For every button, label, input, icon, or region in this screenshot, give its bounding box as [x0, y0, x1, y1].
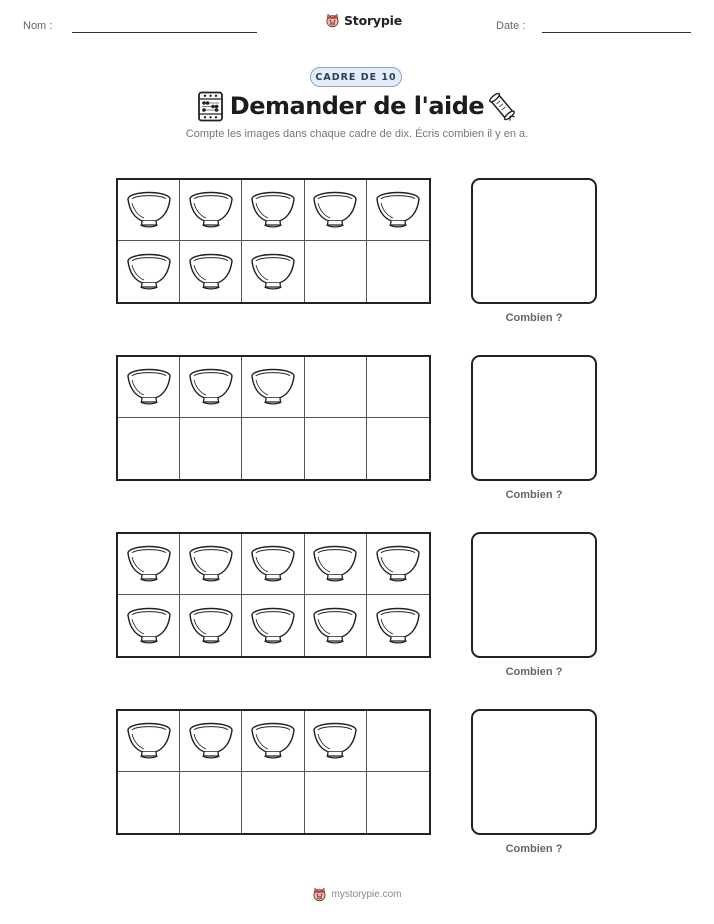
ten-frame-cell: [118, 180, 180, 241]
answer-box[interactable]: [471, 709, 597, 835]
bowl-icon: [250, 190, 296, 230]
ten-frame-cell: [180, 711, 242, 772]
ten-frame-cell: [242, 180, 304, 241]
ten-frame-cell: [305, 534, 367, 595]
ten-frame-cell: [180, 772, 242, 833]
ten-frame-cell: [242, 357, 304, 418]
ten-frame-cell: [118, 534, 180, 595]
ten-frame-cell: [242, 241, 304, 302]
bowl-icon: [188, 252, 234, 292]
bowl-icon: [250, 721, 296, 761]
bowl-icon: [188, 721, 234, 761]
brand-logo: [325, 13, 402, 28]
ten-frame-cell: [367, 357, 429, 418]
ten-frame-cell: [305, 595, 367, 656]
ten-frame-cell: [118, 418, 180, 479]
brand-name: Storypie: [344, 13, 402, 28]
ten-frame-cell: [118, 241, 180, 302]
footer-site: mystorypie.com: [331, 889, 402, 900]
date-field-line[interactable]: [542, 32, 691, 33]
ten-frame-cell: [180, 241, 242, 302]
ten-frame-cell: [367, 595, 429, 656]
bowl-icon: [126, 252, 172, 292]
piggy-logo-icon: [325, 13, 340, 28]
piggy-logo-icon: [312, 887, 327, 902]
answer-label: Combien ?: [505, 666, 563, 678]
ten-frame-cell: [242, 418, 304, 479]
ten-frame-cell: [367, 241, 429, 302]
ten-frame-cell: [367, 534, 429, 595]
ten-frame-cell: [242, 595, 304, 656]
ten-frame-cell: [367, 180, 429, 241]
ten-frame-cell: [118, 711, 180, 772]
answer-box[interactable]: [471, 355, 597, 481]
bowl-icon: [250, 544, 296, 584]
bowl-icon: [312, 721, 358, 761]
ten-frame-cell: [305, 241, 367, 302]
ten-frame-cell: [305, 772, 367, 833]
worksheet-title: Demander de l'aide: [229, 92, 485, 120]
bowl-icon: [188, 367, 234, 407]
ten-frame: [116, 178, 431, 304]
ten-frame-cell: [118, 357, 180, 418]
name-field-line[interactable]: [72, 32, 257, 33]
ten-frame-cell: [367, 772, 429, 833]
ten-frame-cell: [367, 711, 429, 772]
bowl-icon: [312, 190, 358, 230]
bowl-icon: [188, 190, 234, 230]
scroll-icon: [487, 91, 517, 122]
answer-label: Combien ?: [505, 489, 563, 501]
ten-frame-cell: [118, 772, 180, 833]
ten-frame-cell: [305, 180, 367, 241]
bowl-icon: [375, 606, 421, 646]
ten-frame-cell: [180, 418, 242, 479]
ten-frame-cell: [242, 711, 304, 772]
ten-frame: [116, 709, 431, 835]
ten-frame-cell: [305, 357, 367, 418]
bowl-icon: [375, 190, 421, 230]
ten-frame-cell: [242, 772, 304, 833]
instructions: Compte les images dans chaque cadre de dix. Écris combien il y en a.: [185, 128, 529, 140]
date-label: Date :: [496, 20, 526, 32]
bowl-icon: [126, 606, 172, 646]
ten-frame-cell: [180, 534, 242, 595]
bowl-icon: [126, 190, 172, 230]
bowl-icon: [312, 606, 358, 646]
bowl-icon: [375, 544, 421, 584]
bowl-icon: [188, 544, 234, 584]
ten-frame: [116, 355, 431, 481]
bowl-icon: [312, 544, 358, 584]
answer-box[interactable]: [471, 532, 597, 658]
bowl-icon: [250, 252, 296, 292]
ten-frame-cell: [118, 595, 180, 656]
bowl-icon: [250, 606, 296, 646]
answer-label: Combien ?: [505, 312, 563, 324]
answer-box[interactable]: [471, 178, 597, 304]
category-badge: CADRE DE 10: [310, 67, 402, 87]
bowl-icon: [126, 367, 172, 407]
answer-label: Combien ?: [505, 843, 563, 855]
ten-frame: [116, 532, 431, 658]
bowl-icon: [188, 606, 234, 646]
bowl-icon: [250, 367, 296, 407]
bowl-icon: [126, 721, 172, 761]
name-label: Nom :: [23, 20, 53, 32]
ten-frame-cell: [305, 711, 367, 772]
ten-frame-cell: [242, 534, 304, 595]
ten-frame-cell: [180, 357, 242, 418]
footer: [0, 887, 714, 902]
ten-frame-cell: [367, 418, 429, 479]
bowl-icon: [126, 544, 172, 584]
ten-frame-cell: [305, 418, 367, 479]
ten-frame-cell: [180, 595, 242, 656]
ten-frame-cell: [180, 180, 242, 241]
